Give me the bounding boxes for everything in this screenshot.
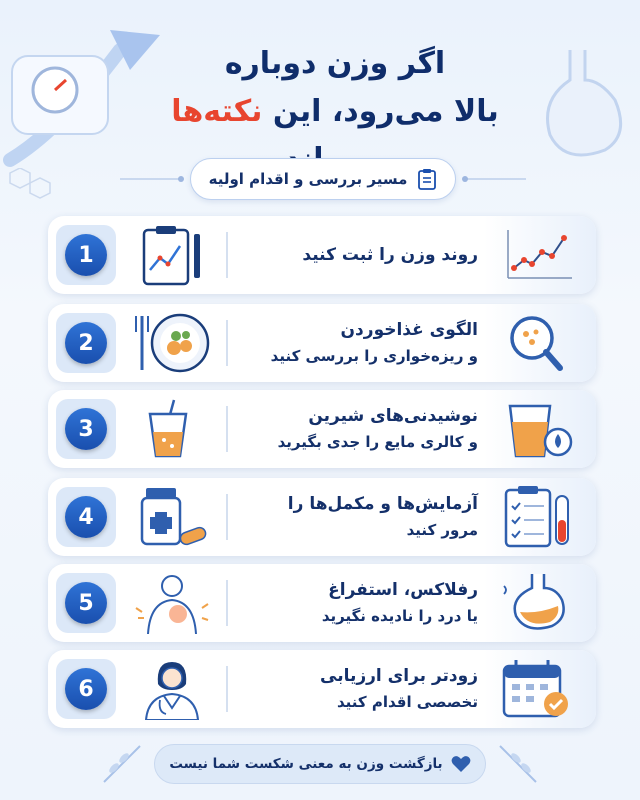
step-number-badge: [56, 225, 116, 285]
stomach-decoration: [530, 40, 640, 170]
card-divider: [226, 580, 228, 626]
step-line-2: و ریزه‌خواری را بررسی کنید: [270, 347, 478, 365]
step-number: 1: [65, 234, 107, 276]
step-number-badge: [56, 313, 116, 373]
step-card-3: [48, 390, 596, 468]
step-text: [238, 650, 478, 728]
supplement-bottle-icon: [130, 486, 214, 548]
step-card-2: [48, 304, 596, 382]
step-text: [238, 390, 478, 468]
drink-glass-icon: [130, 398, 214, 460]
step-number-badge: [56, 487, 116, 547]
title-line-1: اگر وزن دوباره: [224, 46, 446, 81]
checklist-test-tube-icon: [498, 486, 578, 548]
card-divider: [226, 320, 228, 366]
subtitle-text: مسیر بررسی و اقدام اولیه: [208, 170, 408, 188]
stomach-icon: [498, 572, 578, 634]
step-line-2: تخصصی اقدام کنید: [336, 693, 478, 711]
step-text: [238, 478, 478, 556]
card-divider: [226, 406, 228, 452]
step-line-2: مرور کنید: [406, 521, 478, 539]
step-line-1: الگوی غذاخوردن: [340, 320, 478, 340]
step-number: 4: [65, 496, 107, 538]
step-number-badge: [56, 399, 116, 459]
step-number-badge: [56, 573, 116, 633]
step-number: 3: [65, 408, 107, 450]
chest-pain-icon: [130, 572, 214, 634]
step-line-1: روند وزن را ثبت کنید: [302, 244, 478, 265]
line-chart-icon: [498, 224, 578, 286]
step-line-1: آزمایش‌ها و مکمل‌ها را: [287, 494, 478, 514]
step-line-2: و کالری مایع را جدی بگیرید: [277, 433, 478, 451]
footer-banner: [154, 744, 486, 784]
step-line-2: یا درد را نادیده نگیرید: [321, 607, 478, 625]
clipboard-list-icon: [417, 168, 437, 190]
step-card-6: [48, 650, 596, 728]
hexagon-decoration: [0, 168, 60, 208]
heart-icon: [451, 755, 471, 773]
card-divider: [226, 494, 228, 540]
clipboard-chart-icon: [130, 224, 214, 286]
plate-fork-icon: [130, 312, 214, 374]
step-line-1: رفلاکس، استفراغ: [328, 580, 478, 600]
subtitle-line-left: [120, 178, 182, 180]
footer-text: بازگشت وزن به معنی شکست شما نیست: [169, 756, 443, 772]
subtitle-pill: [190, 158, 456, 200]
step-text: [238, 216, 478, 294]
juice-glass-drop-icon: [498, 398, 578, 460]
leaf-decoration-left: [100, 742, 144, 786]
leaf-decoration-right: [496, 742, 540, 786]
step-text: [238, 304, 478, 382]
step-number: 2: [65, 322, 107, 364]
step-line-1: نوشیدنی‌های شیرین: [308, 406, 478, 426]
card-divider: [226, 232, 228, 278]
title-line-2-part-1: بالا می‌رود، این: [262, 94, 499, 129]
subtitle-dot-left: [178, 176, 184, 182]
step-card-5: [48, 564, 596, 642]
scale-arrow-decoration: [0, 10, 170, 170]
step-text: [238, 564, 478, 642]
step-card-1: [48, 216, 596, 294]
step-number-badge: [56, 659, 116, 719]
title-accent: نکته‌ها: [171, 94, 263, 129]
magnifier-icon: [498, 312, 578, 374]
step-card-4: [48, 478, 596, 556]
subtitle-line-right: [464, 178, 526, 180]
step-line-1: زودتر برای ارزیابی: [320, 666, 478, 686]
subtitle-dot-right: [462, 176, 468, 182]
doctor-icon: [130, 658, 214, 720]
step-number: 5: [65, 582, 107, 624]
card-divider: [226, 666, 228, 712]
step-number: 6: [65, 668, 107, 710]
calendar-check-icon: [498, 658, 578, 720]
